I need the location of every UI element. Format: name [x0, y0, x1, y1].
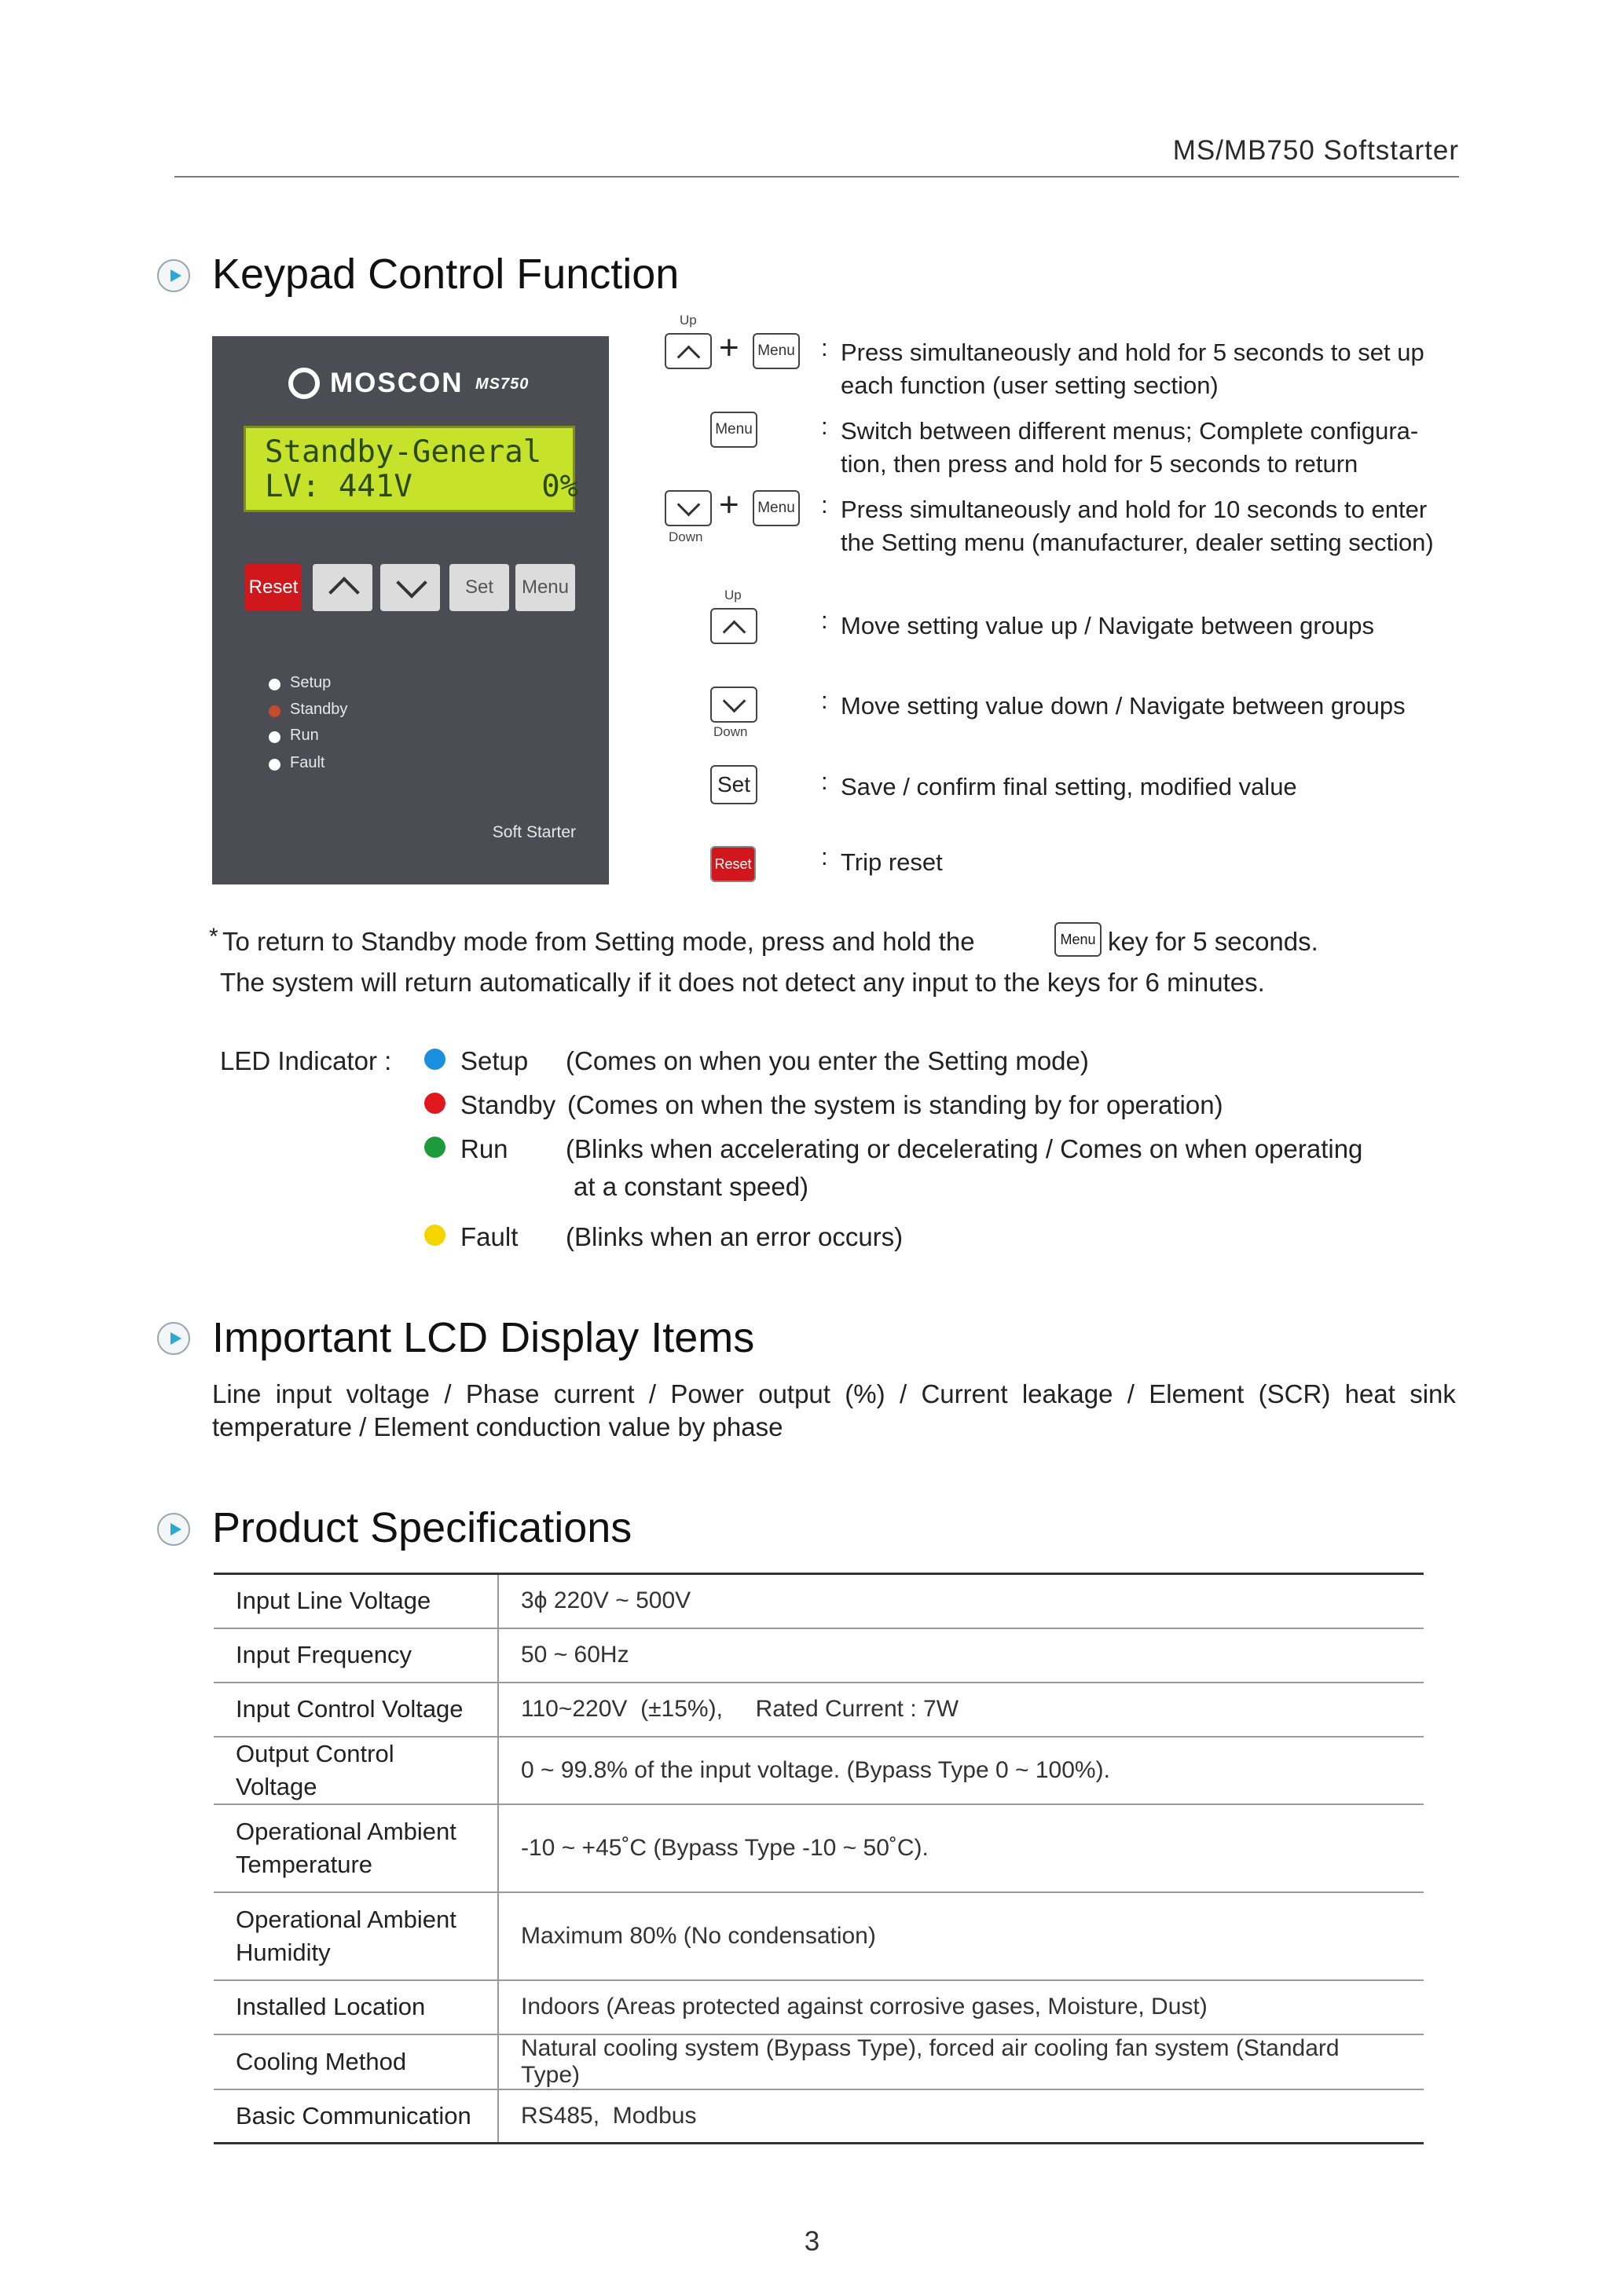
table-row [214, 1804, 1424, 1892]
running-header: MS/MB750 Softstarter [1172, 135, 1459, 166]
led-name-setup: Setup [460, 1046, 529, 1075]
spec-label: Operational Ambient Temperature [214, 1804, 498, 1892]
section-bullet-icon [157, 1513, 190, 1546]
function-desc-1-line-1: Press simultaneously and hold for 5 seconds to set up [841, 339, 1424, 366]
note-line-1b: key for 5 seconds. [1108, 927, 1318, 956]
section-title-specs: Product Specifications [212, 1504, 632, 1551]
keypad-device-panel [212, 336, 609, 884]
up-key-icon [710, 608, 757, 644]
key-caption-down: Down [713, 724, 748, 739]
led-label-standby: Standby [290, 701, 348, 718]
menu-key-icon: Menu [753, 333, 800, 369]
lcd-display [244, 426, 579, 512]
chevron-up-icon [723, 621, 746, 644]
key-caption-up: Up [724, 588, 742, 602]
chevron-up-icon [677, 346, 701, 369]
spec-label: Output Control Voltage [214, 1737, 498, 1804]
device-up-button [313, 564, 372, 611]
led-run [269, 731, 280, 743]
page-number: 3 [804, 2226, 820, 2257]
function-desc-6: Save / confirm final setting, modified value [841, 773, 1297, 800]
lcd-items-line-2: temperature / Element conduction value by phase [212, 1412, 783, 1441]
spec-value: Indoors (Areas protected against corrosive gases, Moisture, Dust) [498, 1980, 1424, 2034]
key-caption-down: Down [669, 529, 703, 544]
lcd-items-line-1: Line input voltage / Phase current / Power output (%) / Current leakage / Element (SCR) heat sink [212, 1379, 1456, 1408]
led-setup [269, 679, 280, 690]
colon: : [821, 843, 828, 870]
lcd-line-2: LV: 441V 0% [265, 469, 579, 504]
down-key-icon [710, 687, 757, 723]
spec-value: 3ϕ 220V ~ 500V [498, 1574, 1424, 1628]
spec-value: 0 ~ 99.8% of the input voltage. (Bypass Type 0 ~ 100%). [498, 1737, 1424, 1804]
led-desc-standby: (Comes on when the system is standing by for operation) [567, 1090, 1223, 1119]
led-desc-setup: (Comes on when you enter the Setting mode) [566, 1046, 1089, 1075]
menu-key-icon: Menu [753, 490, 800, 526]
function-desc-5: Move setting value down / Navigate between groups [841, 692, 1406, 720]
colon: : [821, 412, 828, 440]
spec-label: Input Frequency [214, 1628, 498, 1683]
chevron-down-icon [723, 690, 746, 713]
device-down-button [380, 564, 440, 611]
spec-value: 50 ~ 60Hz [498, 1628, 1424, 1683]
plus-sign: + [719, 485, 739, 524]
function-desc-3-line-1: Press simultaneously and hold for 10 seconds to enter [841, 496, 1428, 523]
function-desc-1-line-2: each function (user setting section) [841, 372, 1219, 399]
table-row [214, 1574, 1424, 1628]
up-key-icon [665, 333, 712, 369]
down-key-icon [665, 490, 712, 526]
colon: : [821, 334, 828, 361]
spec-label: Input Line Voltage [214, 1574, 498, 1628]
function-desc-2-line-2: tion, then press and hold for 5 seconds to return [841, 450, 1358, 478]
led-desc-run: (Blinks when accelerating or decelerating / Comes on when operating [566, 1134, 1363, 1163]
colon: : [821, 767, 828, 795]
table-row [214, 1737, 1424, 1804]
spec-label: Cooling Method [214, 2034, 498, 2089]
led-fault [269, 759, 280, 771]
spec-table [214, 1573, 1424, 2144]
plus-sign: + [719, 328, 739, 367]
chevron-up-icon [328, 577, 360, 608]
led-desc-fault: (Blinks when an error occurs) [566, 1222, 904, 1251]
led-dot-fault [424, 1225, 445, 1246]
chevron-down-icon [677, 493, 701, 517]
led-dot-standby [424, 1093, 445, 1114]
spec-value: -10 ~ +45˚C (Bypass Type -10 ~ 50˚C). [498, 1804, 1424, 1892]
section-bullet-icon [157, 1322, 190, 1355]
spec-value: Maximum 80% (No condensation) [498, 1892, 1424, 1980]
colon: : [821, 687, 828, 714]
spec-value: Natural cooling system (Bypass Type), forced air cooling fan system (Standard Type) [498, 2034, 1424, 2089]
function-desc-4: Move setting value up / Navigate between groups [841, 612, 1374, 639]
function-desc-2-line-1: Switch between different menus; Complete configura- [841, 417, 1419, 445]
function-desc-2 [841, 415, 1418, 481]
lcd-line-1: Standby-General [265, 434, 542, 470]
colon: : [821, 491, 828, 518]
device-menu-button: Menu [515, 564, 575, 611]
function-desc-3-line-2: the Setting menu (manufacturer, dealer setting section) [841, 529, 1434, 556]
table-row [214, 1892, 1424, 1980]
led-label-run: Run [290, 727, 319, 744]
model-logo-text: MS750 [475, 375, 530, 393]
led-name-fault: Fault [460, 1222, 519, 1251]
led-standby [269, 705, 280, 717]
chevron-down-icon [396, 567, 427, 599]
led-name-run: Run [460, 1134, 508, 1163]
led-dot-setup [424, 1049, 445, 1070]
colon: : [821, 606, 828, 634]
header-rule [174, 176, 1459, 178]
table-row [214, 2034, 1424, 2089]
brand-logo-text: MOSCON [330, 368, 464, 398]
section-bullet-icon [157, 259, 190, 292]
spec-value: RS485, Modbus [498, 2089, 1424, 2144]
table-row [214, 1683, 1424, 1737]
key-caption-up: Up [680, 313, 697, 328]
section-title-keypad: Keypad Control Function [212, 251, 680, 298]
spec-label: Installed Location [214, 1980, 498, 2034]
note-asterisk: * [209, 924, 218, 950]
set-key-icon: Set [710, 765, 757, 804]
led-name-standby: Standby [460, 1090, 556, 1119]
led-dot-run [424, 1137, 445, 1158]
spec-value: 110~220V (±15%), Rated Current : 7W [498, 1683, 1424, 1737]
led-label-fault: Fault [290, 754, 325, 771]
menu-key-icon: Menu [1054, 922, 1102, 957]
table-row [214, 2089, 1424, 2144]
section-title-lcd: Important LCD Display Items [212, 1314, 755, 1361]
table-row [214, 1980, 1424, 2034]
device-footer-label: Soft Starter [492, 823, 576, 841]
device-reset-button: Reset [245, 564, 302, 611]
function-desc-7: Trip reset [841, 848, 943, 876]
led-desc-run-line-2: at a constant speed) [574, 1172, 809, 1201]
function-desc-1 [841, 336, 1424, 402]
led-indicator-label: LED Indicator : [220, 1046, 392, 1075]
table-row [214, 1628, 1424, 1683]
function-desc-3 [841, 493, 1434, 559]
led-label-setup: Setup [290, 674, 332, 691]
reset-key-icon: Reset [710, 846, 756, 882]
spec-label: Input Control Voltage [214, 1683, 498, 1737]
menu-key-icon: Menu [710, 412, 757, 448]
spec-label: Basic Communication [214, 2089, 498, 2144]
moscon-logo-icon [288, 368, 320, 399]
spec-label: Operational Ambient Humidity [214, 1892, 498, 1980]
note-line-1a: To return to Standby mode from Setting mode, press and hold the [222, 927, 975, 956]
note-line-2: The system will return automatically if it does not detect any input to the keys for 6 minutes. [220, 968, 1265, 997]
device-set-button: Set [449, 564, 509, 611]
